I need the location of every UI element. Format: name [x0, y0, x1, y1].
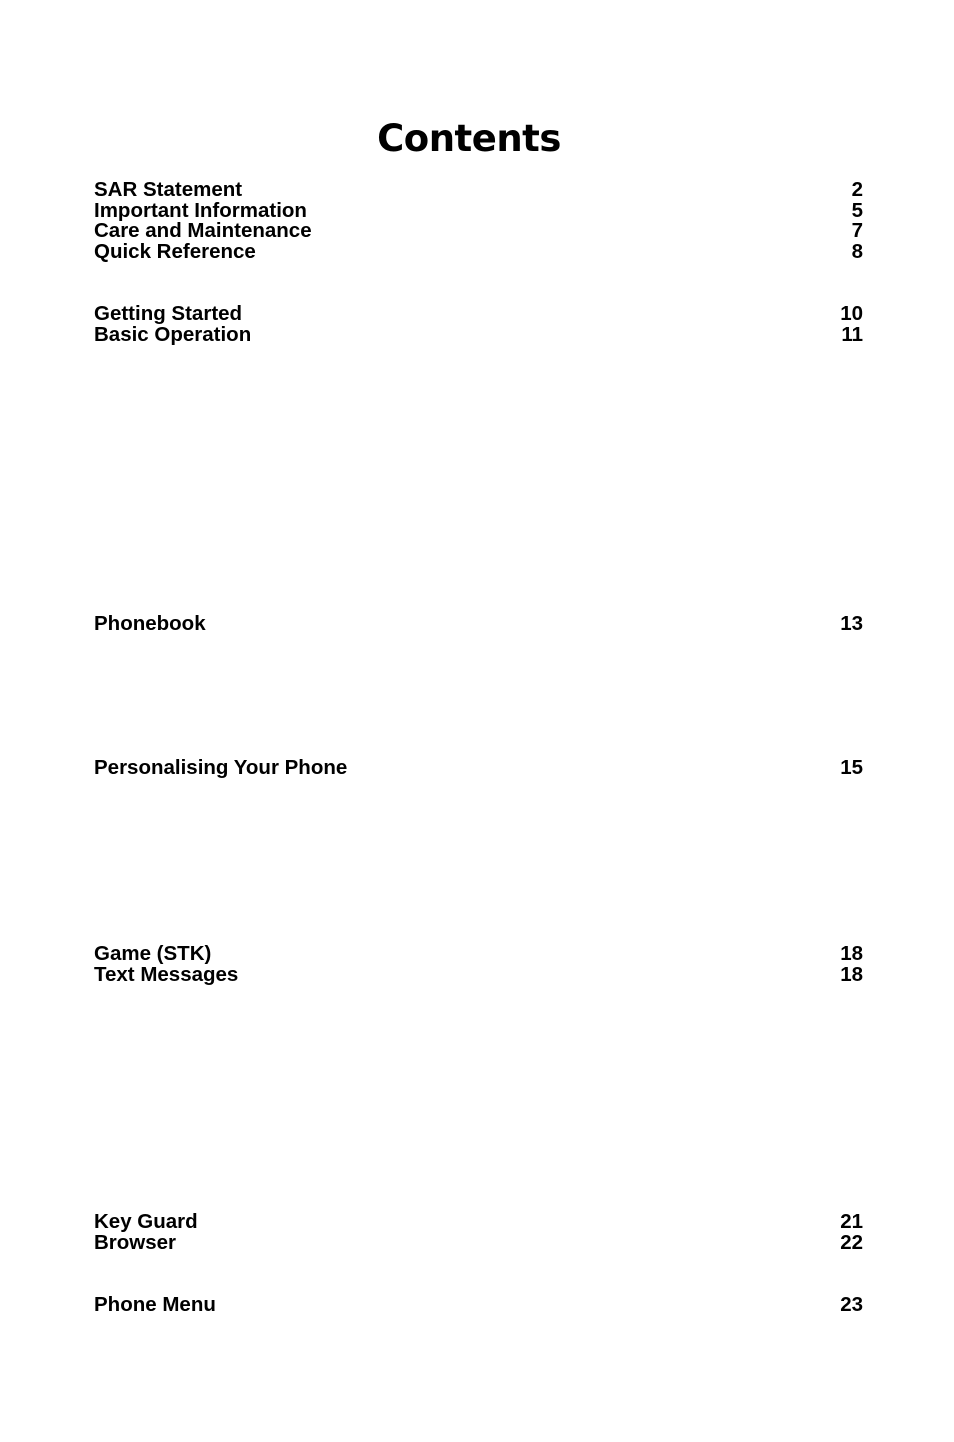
toc-entry-page-number: 13 [840, 612, 863, 635]
toc-entry-quick-reference [94, 241, 863, 262]
toc-entry-label: Important Information [94, 199, 307, 222]
toc-entry-label: Basic Operation [94, 323, 252, 346]
toc-entry-basic-operation [94, 324, 863, 345]
toc-entry-label: Getting Started [94, 302, 243, 325]
toc-entry-personalising-your-phone [94, 757, 863, 778]
toc-entry-label: Browser [94, 1231, 177, 1254]
toc-entry-page-number: 15 [840, 756, 863, 779]
toc-entry-label: Personalising Your Phone [94, 756, 348, 779]
toc-entry-page-number: 22 [840, 1231, 863, 1254]
toc-entry-label: Text Messages [94, 963, 239, 986]
toc-entry-important-information [94, 200, 863, 221]
toc-entry-care-and-maintenance [94, 220, 863, 241]
toc-entry-label: Game (STK) [94, 942, 212, 965]
toc-entry-phone-menu [94, 1294, 863, 1315]
toc-entry-label: Phone Menu [94, 1293, 216, 1316]
toc-entry-key-guard [94, 1211, 863, 1232]
toc-entry-page-number: 18 [840, 963, 863, 986]
toc-entry-page-number: 5 [851, 199, 863, 222]
toc-entry-browser [94, 1232, 863, 1253]
toc-entry-page-number: 11 [841, 323, 863, 346]
toc-entry-getting-started [94, 303, 863, 324]
toc-entry-page-number: 10 [840, 302, 863, 325]
toc-entry-sar-statement [94, 179, 863, 200]
toc-entry-label: SAR Statement [94, 178, 243, 201]
toc-entry-page-number: 2 [851, 178, 863, 201]
page-title: Contents [377, 117, 561, 160]
toc-entry-page-number: 18 [840, 942, 863, 965]
toc-entry-label: Quick Reference [94, 240, 256, 263]
toc-entry-label: Care and Maintenance [94, 219, 312, 242]
toc-entry-game-stk [94, 943, 863, 964]
toc-entry-page-number: 8 [851, 240, 863, 263]
toc-entry-label: Key Guard [94, 1210, 198, 1233]
toc-entry-text-messages [94, 964, 863, 985]
toc-entry-page-number: 21 [840, 1210, 863, 1233]
toc-entry-label: Phonebook [94, 612, 206, 635]
toc-entry-page-number: 7 [851, 219, 863, 242]
toc-entry-phonebook [94, 613, 863, 634]
toc-entry-page-number: 23 [840, 1293, 863, 1316]
